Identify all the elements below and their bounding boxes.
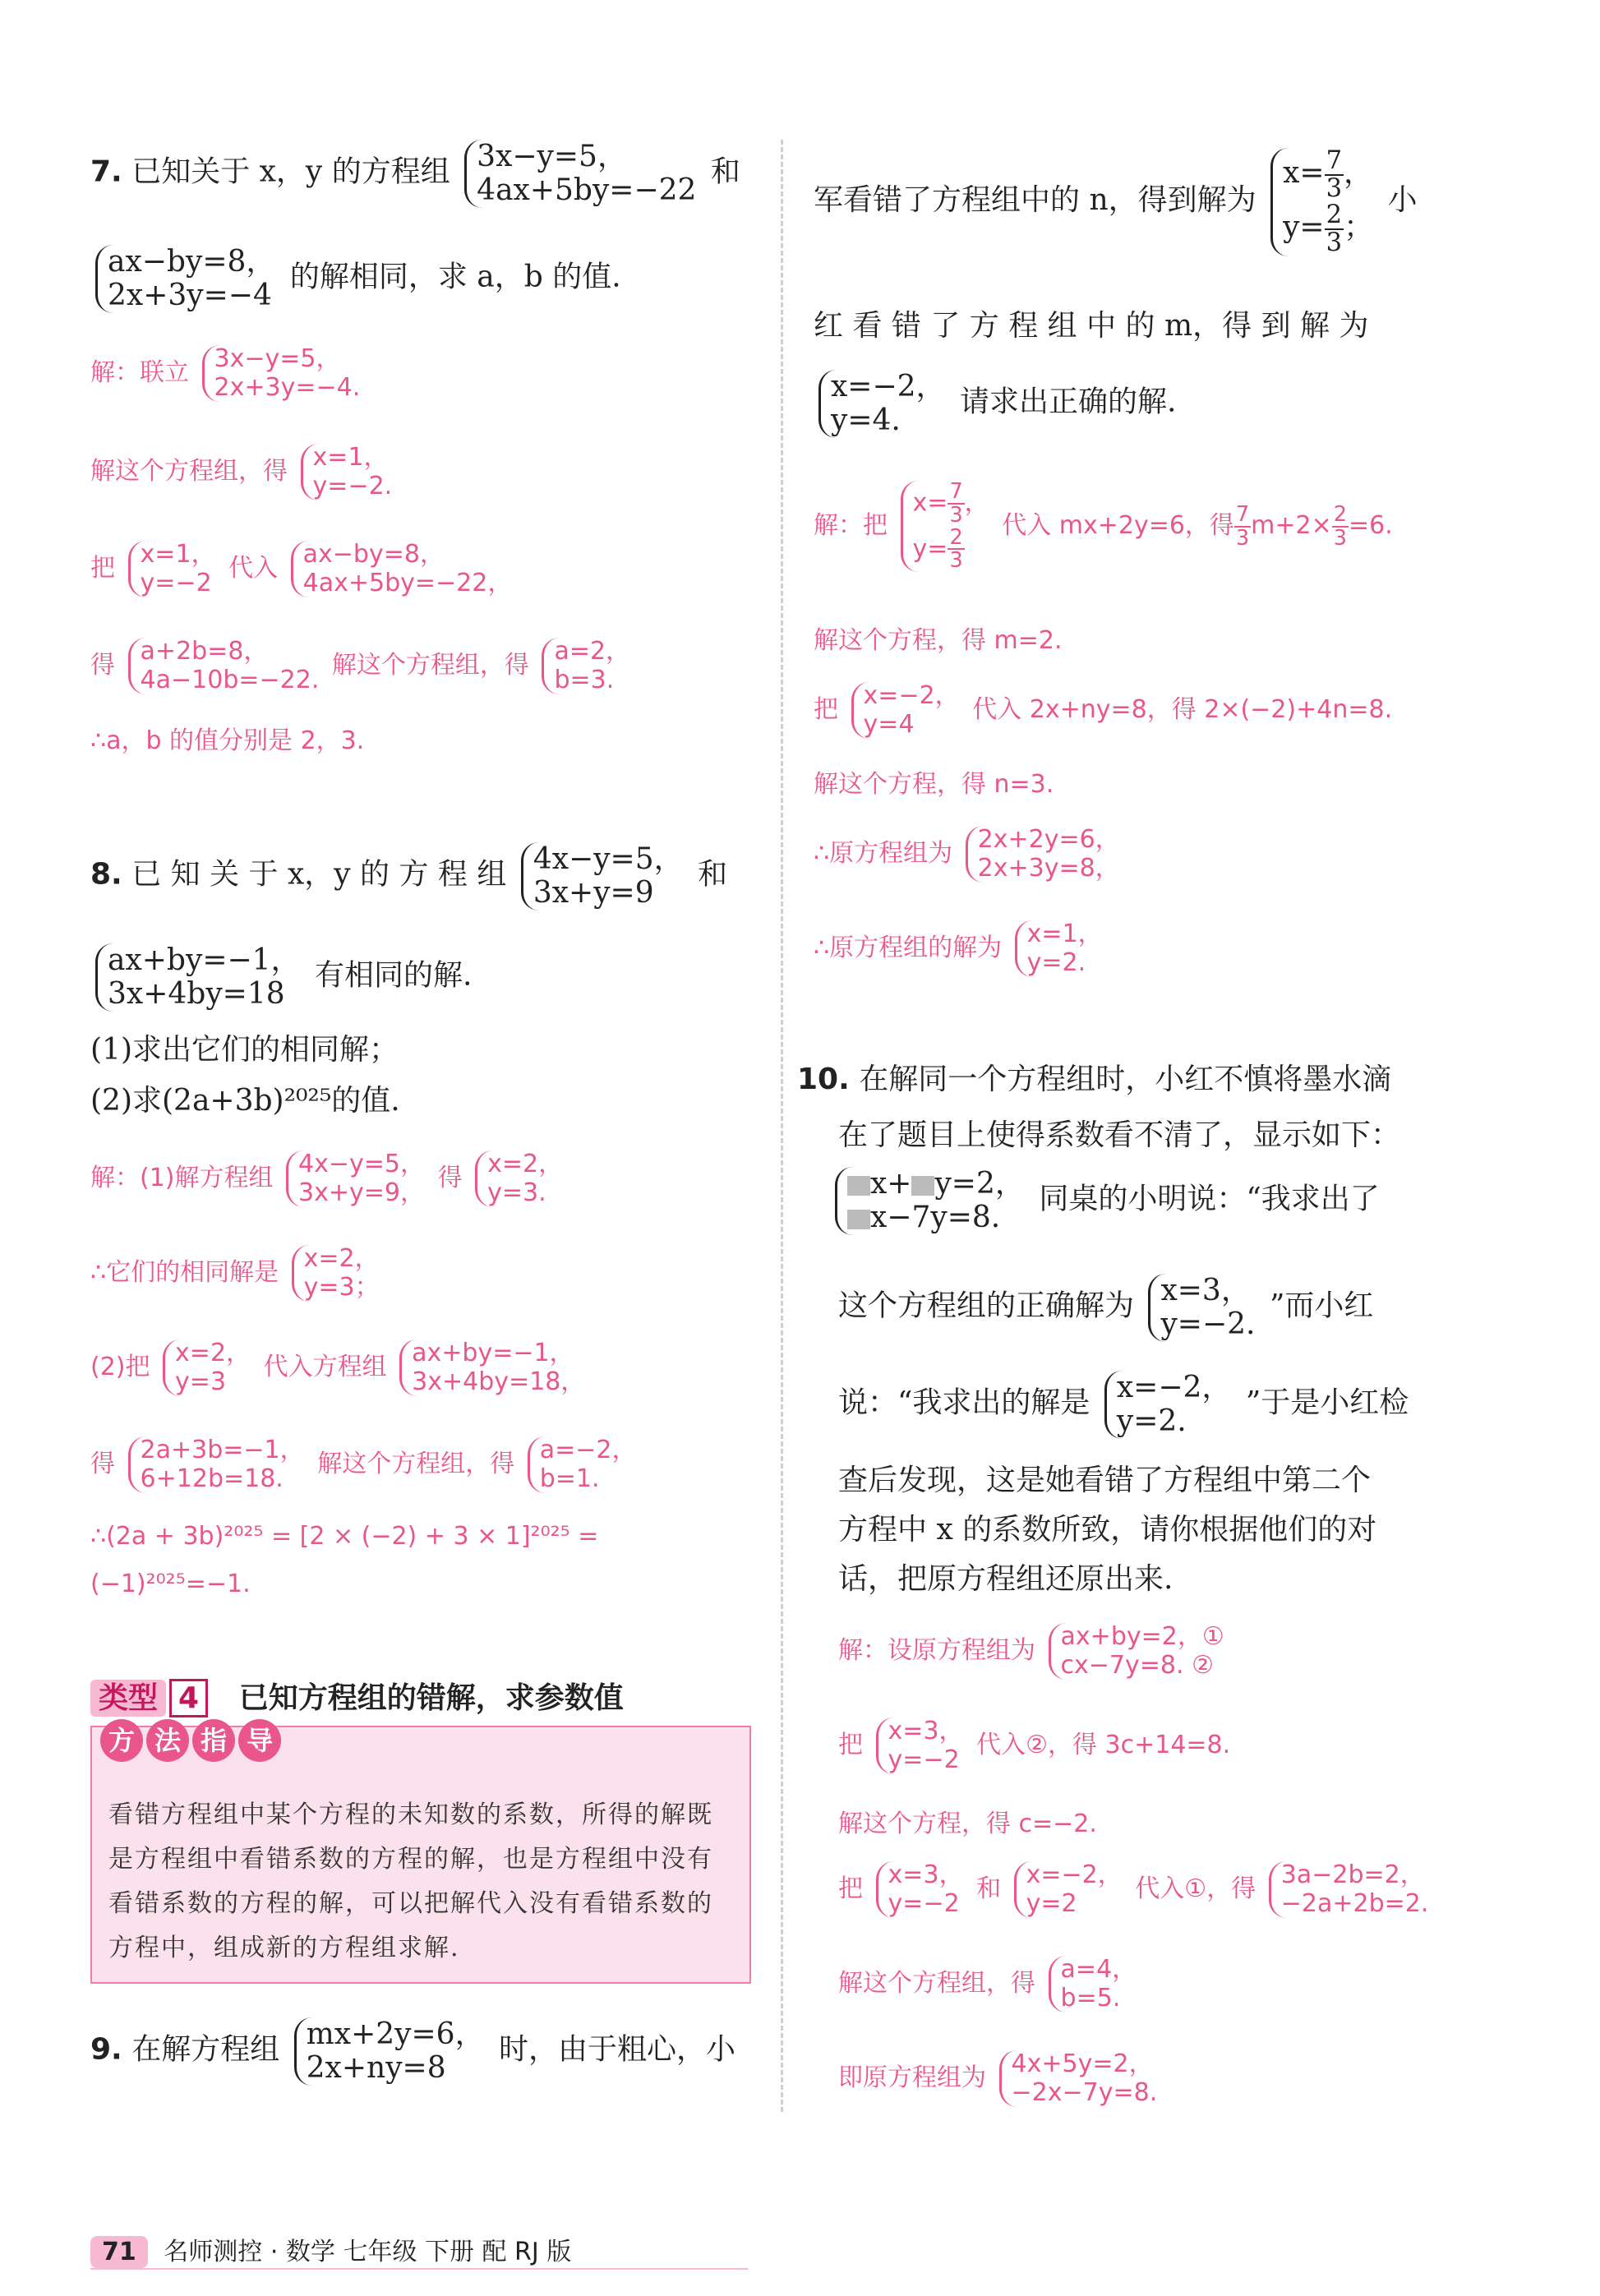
- q10-line4: 这个方程组的正确解为 x=3， y=−2. ”而小红: [838, 1274, 1374, 1342]
- q9-line4: x=−2， y=4. 请求出正确的解.: [814, 370, 1176, 438]
- q10-line2: 在了题目上使得系数看不清了，显示如下：: [838, 1118, 1401, 1152]
- q8-part2: (2)求(2a+3b)²⁰²⁵的值.: [90, 1084, 400, 1118]
- footer-text: 名师测控 · 数学 七年级 下册 配 RJ 版: [164, 2238, 572, 2266]
- q10-line6: 查后发现，这是她看错了方程组中第二个: [838, 1464, 1372, 1497]
- q9-line3: 红 看 错 了 方 程 组 中 的 m，得 到 解 为: [814, 309, 1369, 343]
- q10-line8: 话，把原方程组还原出来.: [838, 1562, 1173, 1596]
- q10-answer-5: 解这个方程组，得 a=4， b=5.: [838, 1955, 1137, 2012]
- q7-system2: ax−by=8， 2x+3y=−4: [95, 245, 275, 313]
- q8-answer-5: ∴(2a + 3b)²⁰²⁵ = [2 × (−2) + 3 × 1]²⁰²⁵ =: [90, 1522, 599, 1551]
- q7-answer-3: 把 x=1， y=−2 代入 ax−by=8， 4ax+5by=−22，: [90, 540, 513, 597]
- q8-answer-4: 得 2a+3b=−1， 6+12b=18. 解这个方程组，得 a=−2， b=1.: [90, 1436, 637, 1493]
- q10-answer-3: 解这个方程，得 c=−2.: [838, 1810, 1097, 1838]
- q8-answer-1: 解：(1)解方程组 4x−y=5， 3x+y=9， 得 x=2， y=3.: [90, 1150, 564, 1207]
- q8-part1: (1)求出它们的相同解；: [90, 1033, 399, 1067]
- q9-answer-5: ∴原方程组为 2x+2y=6， 2x+3y=8，: [814, 825, 1120, 883]
- q9-answer-1: 解：把 x= $\frac{7}{3}$ ， y= $\frac{2}{3}$ 代入 mx+2y=6，得 $\frac{7}{3}$ m+2× $\frac{2}{3}$ =6.: [814, 479, 1393, 574]
- q9-answer-2: 解这个方程，得 m=2.: [814, 626, 1063, 655]
- q10-line1: 10. 在解同一个方程组时，小红不慎将墨水滴: [797, 1063, 1392, 1096]
- q8-answer-2: ∴它们的相同解是 x=2， y=3；: [90, 1244, 380, 1302]
- ink-blot-icon: [847, 1176, 870, 1196]
- method-guide-box: [90, 1726, 751, 1984]
- page-number: 71: [90, 2236, 148, 2268]
- q7-system1: 3x−y=5， 4ax+5by=−22: [464, 140, 696, 208]
- q10-answer-1: 解：设原方程组为 ax+by=2，① cx−7y=8. ②: [838, 1622, 1224, 1680]
- q7-answer-4: 得 a+2b=8， 4a−10b=−22. 解这个方程组，得 a=2， b=3.: [90, 637, 631, 694]
- ink-blot-icon: [911, 1176, 934, 1196]
- q8-answer-3: (2)把 x=2， y=3 代入方程组 ax+by=−1， 3x+4by=18，: [90, 1339, 586, 1396]
- column-divider: [781, 140, 783, 2112]
- page-footer: [90, 2231, 571, 2268]
- q7-line2: ax−by=8， 2x+3y=−4 的解相同，求 a，b 的值.: [90, 245, 621, 313]
- q8-line2: ax+by=−1， 3x+4by=18 有相同的解.: [90, 943, 472, 1012]
- q7-line1: 7. 已知关于 x，y 的方程组 3x−y=5， 4ax+5by=−22 和: [90, 140, 740, 208]
- q7-answer-1: 解：联立 3x−y=5， 2x+3y=−4.: [90, 344, 361, 402]
- method-guide-text: 看错方程组中某个方程的未知数的系数，所得的解既是方程组中看错系数的方程的解，也是方程组中没有看错系数的方程的解，可以把解代入没有看错系数的方程中，组成新的方程组求解.: [108, 1800, 713, 1962]
- type4-heading: 类型 4 已知方程组的错解，求参数值: [90, 1675, 624, 1717]
- q7-answer-2: 解这个方程组，得 x=1， y=−2.: [90, 443, 393, 500]
- q9-answer-3: 把 x=−2， y=4 代入 2x+ny=8，得 2×(−2)+4n=8.: [814, 681, 1393, 739]
- q9-line1: 9. 在解方程组 mx+2y=6， 2x+ny=8 时，由于粗心，小: [90, 2017, 736, 2086]
- q9-answer-4: 解这个方程，得 n=3.: [814, 770, 1054, 799]
- q10-line5: 说：“我求出的解是 x=−2， y=2. ”于是小红检: [838, 1371, 1409, 1439]
- q10-line7: 方程中 x 的系数所致，请你根据他们的对: [838, 1513, 1377, 1547]
- q9-line2: 军看错了方程组中的 n，得到解为 x= $\frac{7}{3}$ ， y= $\frac{2}{3}$ ； 小: [814, 146, 1418, 258]
- footer-rule: [90, 2268, 748, 2270]
- method-guide-title: 方 法 指 导: [100, 1719, 284, 1762]
- q9-answer-6: ∴原方程组的解为 x=1， y=2.: [814, 920, 1103, 977]
- q10-line3: x+ y=2， x−7y=8. 同桌的小明说：“我求出了: [830, 1167, 1380, 1235]
- q10-answer-4: 把 x=3， y=−2 和 x=−2， y=2 代入①，得 3a−2b=2， −2a+2b=2.: [838, 1860, 1429, 1918]
- q7-answer-5: ∴a，b 的值分别是 2，3.: [90, 726, 365, 755]
- q10-answer-6: 即原方程组为 4x+5y=2， −2x−7y=8.: [838, 2049, 1158, 2107]
- q8-answer-6: (−1)²⁰²⁵=−1.: [90, 1570, 251, 1598]
- ink-blot-icon: [847, 1210, 870, 1229]
- q10-answer-2: 把 x=3， y=−2 代入②，得 3c+14=8.: [838, 1717, 1231, 1774]
- q8-line1: 8. 已 知 关 于 x，y 的 方 程 组 4x−y=5， 3x+y=9 和: [90, 842, 728, 911]
